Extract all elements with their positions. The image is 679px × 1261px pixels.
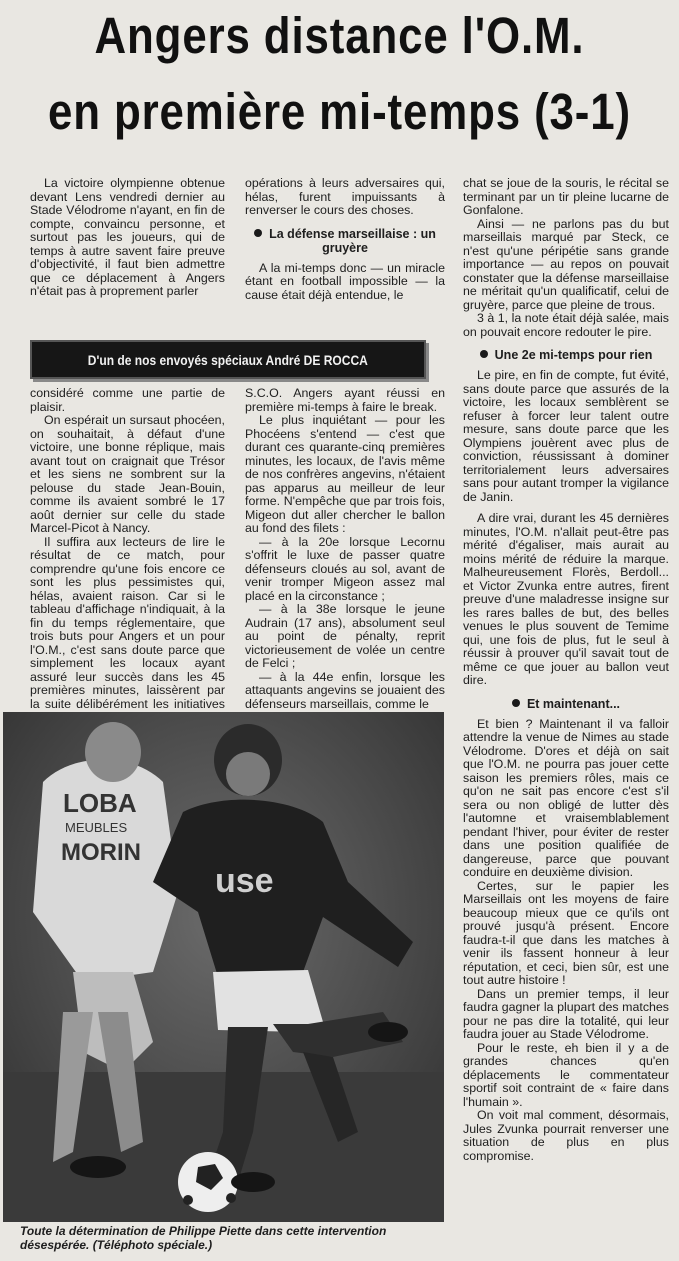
match-photo <box>3 712 444 1222</box>
article-paragraph: — à la 20e lorsque Lecornu s'offrit le luxe de passer quatre défenseurs cloués au sol, avant de venir tromper Migeon assez mal placé en la circonstance ; <box>245 534 445 603</box>
headline-line-2: en première mi-temps (3-1) <box>48 83 631 140</box>
article-paragraph: La victoire olympienne obtenue devant Lens vendredi dernier au Stade Vélodrome n'ayant, en fin de compte, convaincu personne, et surtout pas les joueurs, qui de temps à autre savent faire preuve d'objectivité, il faut bien admettre que ce déplacement à Angers n'était pas à proprement parler <box>30 176 225 298</box>
article-paragraph: — à la 38e lorsque le jeune Audrain (17 ans), absolument seul au point de pénalty, reprit victorieusement de volée un centre de Felci ; <box>245 602 445 670</box>
bullet-icon <box>512 699 520 707</box>
article-paragraph: Le pire, en fin de compte, fut évité, sans doute parce que assurés de la victoire, les locaux semblèrent se refuser à forcer leur talent outre mesure, sans doute parce que les Olympiens jouèrent avec plus de conviction, réussissant à dominer territorialement leurs adversaires sans pour autant tromper la vigilance de Janin. <box>463 368 669 504</box>
article-paragraph: opérations à leurs adversaires qui, hélas, furent impuissants à renverser le cours des choses. <box>245 176 445 217</box>
article-paragraph: Ainsi — ne parlons pas du but marseillais marqué par Steck, ce n'est qu'une péripétie sans grande importance — au repos on pouvait constater que la défense marseillaise ne méritait qu'un qualificatif, celui de gruyère, parce que pleine de trous. <box>463 216 669 312</box>
bullet-icon <box>480 350 488 358</box>
headline-line-1: Angers distance l'O.M. <box>94 7 585 64</box>
bullet-icon <box>254 229 262 237</box>
photo-caption: Toute la détermination de Philippe Piette dans cette intervention désespérée. (Téléphoto spéciale.) <box>20 1224 387 1252</box>
shirt-text: LOBA <box>63 788 137 818</box>
article-paragraph: Il suffira aux lecteurs de lire le résultat de ce match, pour comprendre qu'une fois encore ce sont les plus pessimistes qui, hélas, avaient raison. Car si le tableau d'affichage n'indiquait, à la fin du temps réglementaire, que trois buts pour Angers et un pour l'O.M., c'est sans doute parce que simplement les locaux ayant assuré leur succès dans les 45 premières minutes, laissèrent par la suite délibérément les initiatives <box>30 534 225 711</box>
article-paragraph: On voit mal comment, désormais, Jules Zvunka pourrait renverser une situation de plus en plus compromise. <box>463 1108 669 1163</box>
article-paragraph: — à la 44e enfin, lorsque les attaquants angevins se jouaient des défenseurs marseillais, comme le <box>245 669 445 711</box>
section-subhead: La défense marseillaise : un gruyère <box>245 227 445 255</box>
article-paragraph: 3 à 1, la note était déjà salée, mais on pouvait encore redouter le pire. <box>463 311 669 339</box>
column-2-bottom <box>245 387 445 711</box>
section-subhead: Une 2e mi-temps pour rien <box>463 348 669 362</box>
byline-text: D'un de nos envoyés spéciaux André DE ROCCA <box>87 351 369 368</box>
section-subhead: Et maintenant... <box>463 697 669 711</box>
article-paragraph: Certes, sur le papier les Marseillais ont les moyens de faire beaucoup mieux que ce qu'ils ont prouvé jusqu'à présent. Encore faudra-t-il que dans les matches à venir ils fassent honneur à leur réputation, et ceci, bien sûr, est une tout autre histoire ! <box>463 878 669 987</box>
article-paragraph: Le plus inquiétant — pour les Phocéens s'entend — c'est que durant ces quarante-cinq premières minutes, les locaux, de l'avis même de nos confrères angevins, n'étaient pas apparus au meilleur de leur forme. N'empêche que par trois fois, Migeon dut aller chercher le ballon au fond des filets : <box>245 413 445 535</box>
article-paragraph: S.C.O. Angers ayant réussi en première mi-temps à faire le break. <box>245 386 445 414</box>
article-paragraph: A dire vrai, durant les 45 dernières minutes, l'O.M. n'allait peut-être pas mérité d'égaliser, mais aurait au moins mérité de réduire la marque. Malheureusement Florès, Berdoll... et Victor Zvunka entre autres, firent preuve d'une maladresse insigne sur les rares balles de but, des belles venues le plus souvent de Temime qui, une fois de plus, fut le seul à réussir à prouver qu'il savait tout de même ce que jouer au ballon veut dire. <box>463 511 669 687</box>
byline-banner <box>30 340 426 379</box>
article-paragraph: Pour le reste, eh bien il y a de grandes chances qu'en déplacements le commentateur sportif soit contraint de « faire dans l'humain ». <box>463 1040 669 1109</box>
article-paragraph: A la mi-temps donc — un miracle étant en football impossible — la cause était déjà entendue, le <box>245 260 445 302</box>
column-1-bottom <box>30 387 225 725</box>
match-photo-illustration <box>3 712 444 1222</box>
shirt-text: use <box>215 862 274 900</box>
shirt-text: MEUBLES <box>65 820 128 835</box>
column-2-top <box>245 177 445 302</box>
article-paragraph: On espérait un sursaut phocéen, on souhaitait, à défaut d'une victoire, une bonne réplique, mais avant tout on craignait que Trésor et les siens ne sombrent sur la pelouse du stade Jean-Bouin, comme ils avaient sombré le 17 août dernier sur celle du stade Marcel-Picot à Nancy. <box>30 413 225 535</box>
article-paragraph: Dans un premier temps, il leur faudra gagner la plupart des matches pour ne pas dire la totalité, qui leur faudra jouer au Stade Vélodrome. <box>463 986 669 1041</box>
article-paragraph: chat se joue de la souris, le récital se terminant par un tir pleine lucarne de Gonfalone. <box>463 176 669 217</box>
column-3 <box>463 177 669 1163</box>
article-paragraph: Et bien ? Maintenant il va falloir attendre la venue de Nimes au stade Vélodrome. D'ores et déjà on sait que l'O.M. ne pourra pas jouer cette saison les premiers rôles, mais ce qu'on ne sait pas encore c'est s'il sera ou non obligé de lutter dès l'automne et vraisemblablement pendant l'hiver, pour éviter de rester dans une position qualifiée de dangereuse, parce que pouvant conduire en deuxième division. <box>463 716 669 879</box>
shirt-text: MORIN <box>61 839 141 866</box>
column-1-top <box>30 177 225 299</box>
article-paragraph: considéré comme une partie de plaisir. <box>30 386 225 414</box>
